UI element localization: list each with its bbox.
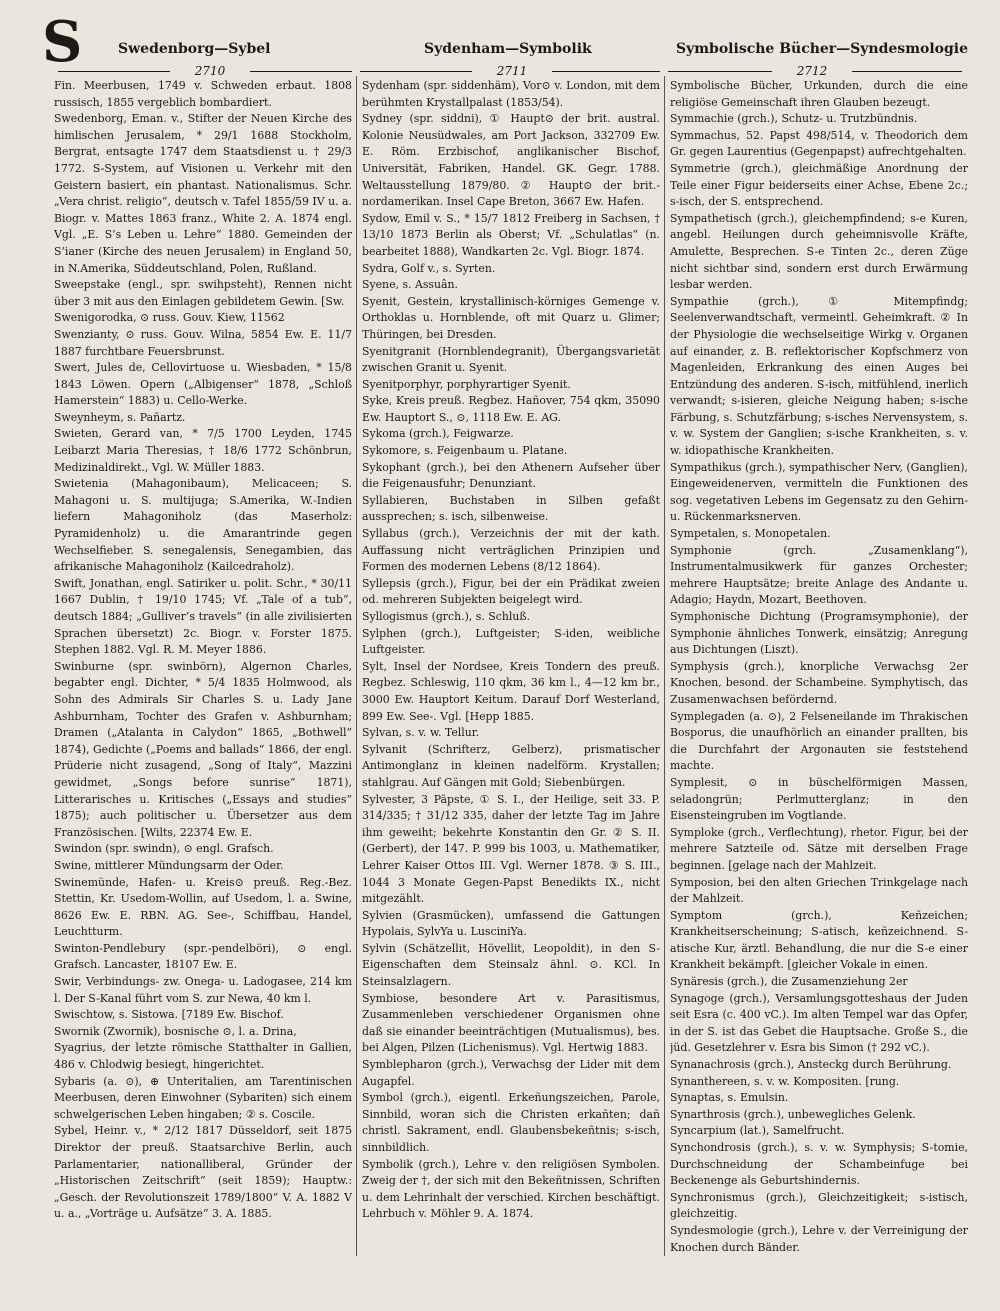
dictionary-entry: Syenit, Gestein, krystallinisch-körniges Gemenge v. Orthoklas u. Hornblende, oft mit Quarz u. Glimer; Thüringen, bei Dresden. bbox=[362, 294, 660, 341]
dictionary-entry: Sylvien (Grasmücken), umfassend die Gattungen Hypolais, SylvYa u. LusciniYa. bbox=[362, 908, 660, 939]
dictionary-entry: Sykophant (grch.), bei den Athenern Aufseher über die Feigenausfuhr; Denunziant. bbox=[362, 460, 660, 491]
dictionary-entry: Symphonische Dichtung (Programsymphonie), der Symphonie ähnliches Tonwerk, einsätzig; Anregung aus Dichtungen (Liszt). bbox=[670, 610, 968, 657]
dictionary-entry: Swinemünde, Hafen- u. Kreis⊙ preuß. Reg.-Bez. Stettin, Kr. Usedom-Wollin, auf Usedom, l. a. Swine, 8626 Ew. E. RBN. AG. See-, Schiffbau, Handel, Leuchtturm. bbox=[54, 875, 352, 939]
dictionary-entry: Swine, mittlerer Mündungsarm der Oder. bbox=[54, 858, 284, 872]
dictionary-entry: Sybel, Heinr. v., * 2/12 1817 Düsseldorf, seit 1875 Direktor der preuß. Staatsarchive Berlin, auch Parlamentarier, nationalliberal, Gründer der „Historischen Zeitschrift“ (seit 1859); Hauptw.: „Gesch. der Revolutionszeit 1789/1800“ V. A. 1882 V u. a., „Vorträge u. Aufsätze“ 3. A. 1885. bbox=[54, 1124, 352, 1221]
dictionary-entry: Syndesmologie (grch.), Lehre v. der Verreinigung der Knochen durch Bänder. bbox=[670, 1223, 968, 1254]
column-divider-2 bbox=[664, 76, 665, 1256]
dictionary-entry: Swinburne (spr. swinbörn), Algernon Charles, begabter engl. Dichter, * 5/4 1835 Holmwood, als Sohn des Admirals Sir Charles S. u. Lady Jane Ashburnham, Tochter des Grafen v. Ashburnham; Dramen („Atalanta in Calydon“ 1865, „Bothwell“ 1874), Gedichte („Poems and ballads“ 1866, der engl. Prüderie nicht zusagend, „Song of Italy“, Mazzini gewidmet, „Songs before sunrise“ 1871), Litterarisches u. Kritisches („Essays and studies“ 1875); auch politischer u. Übersetzer aus dem Französischen. [Wilts, 22374 Ew. E. bbox=[54, 659, 352, 839]
dictionary-entry: Syncarpium (lat.), Samelfrucht. bbox=[670, 1124, 845, 1138]
dictionary-entry: Swinton-Pendlebury (spr.-pendelböri), ⊙ engl. Grafsch. Lancaster, 18107 Ew. E. bbox=[54, 941, 352, 972]
dictionary-entry: Swert, Jules de, Cellovirtuose u. Wiesbaden, * 15/8 1843 Löwen. Opern („Albigenser“ 1878, „Schloß Hamerstein“ 1883) u. Cello-Werke. bbox=[54, 361, 352, 408]
dictionary-entry: Symbiose, besondere Art v. Parasitismus, Zusammenleben verschiedener Organismen ohne daß sie einander beeinträchtigen (Mutualismus), bes. bei Algen, Pilzen (Lichenismus). Vgl. Hertwig 1883. bbox=[362, 991, 660, 1055]
dictionary-entry: Sylphen (grch.), Luftgeister; S-iden, weibliche Luftgeister. bbox=[362, 626, 660, 657]
header-left: Swedenborg—Sybel bbox=[118, 41, 271, 57]
header-middle: Sydenham—Symbolik bbox=[424, 41, 592, 57]
dictionary-entry: Sylt, Insel der Nordsee, Kreis Tondern des preuß. Regbez. Schleswig, 110 qkm, 36 km l., 4—12 km br., 3000 Ew. Hauptort Keitum. Darauf Dorf Westerland, 899 Ew. See-. Vgl. [Hepp 1885. bbox=[362, 659, 660, 723]
dictionary-entry: Sydow, Emil v. S., * 15/7 1812 Freiberg in Sachsen, † 13/10 1873 Berlin als Oberst; Vf. „Schulatlas“ (n. bearbeitet 1888), Wandkarten 2c. Vgl. Biogr. 1874. bbox=[362, 211, 660, 258]
dictionary-entry: Swir, Verbindungs- zw. Onega- u. Ladogasee, 214 km l. Der S-Kanal führt vom S. zur Newa, 40 km l. bbox=[54, 975, 352, 1005]
dictionary-entry: Syllepsis (grch.), Figur, bei der ein Prädikat zweien od. mehreren Subjekten beigelegt wird. bbox=[362, 576, 660, 607]
dictionary-entry: Swenigorodka, ⊙ russ. Gouv. Kiew, 11562 bbox=[54, 311, 285, 325]
dictionary-entry: Symbolische Bücher, Urkunden, durch die eine religiöse Gemeinschaft ihren Glauben bezeugt. bbox=[670, 79, 968, 109]
dictionary-entry: Symptom (grch.), Keñzeichen; Krankheitserscheinung; S-atisch, keñzeichnend. S-atische Kur, ärztl. Behandlung, die nur die S-e einer Krankheit bekämpft. [gleicher Vokale in einen. bbox=[670, 908, 968, 972]
dictionary-entry: Swischtow, s. Sistowa. [7189 Ew. Bischof. bbox=[54, 1008, 284, 1022]
dictionary-entry: Symposion, bei den alten Griechen Trinkgelage nach der Mahlzeit. bbox=[670, 875, 968, 906]
dictionary-entry: Sylvan, s. v. w. Tellur. bbox=[362, 726, 480, 740]
dictionary-entry: Synchondrosis (grch.), s. v. w. Symphysis; S-tomie, Durchschneidung der Schambeinfuge bei Beckenenge als Geburtshindernis. bbox=[670, 1141, 968, 1188]
dictionary-entry: Swieten, Gerard van, * 7/5 1700 Leyden, 1745 Leibarzt Maria Theresias, † 18/6 1772 Schönbrun, Medizinaldirekt., Vgl. W. Müller 1883. bbox=[54, 427, 352, 474]
dictionary-entry: Sylvester, 3 Päpste, ① S. I., der Heilige, seit 33. P. 314/335; † 31/12 335, daher der letzte Tag im Jahre ihm geweiht; bekehrte Konstantin den Gr. ② S. II. (Gerbert), der 147. P. 999 bis 1003, u. Mathematiker, Lehrer Kaiser Ottos III. Vgl. Werner 1878. ③ S. III., 1044 3 Monate Gegen-Papst Benedikts IX., nicht mitgezählt. bbox=[362, 792, 660, 906]
dictionary-entry: Symploke (grch., Verflechtung), rhetor. Figur, bei der mehrere Satzteile od. Sätze mit derselben Frage beginnen. [gelage nach der Mahlzeit. bbox=[670, 825, 968, 872]
dictionary-entry: Symbolik (grch.), Lehre v. den religiösen Symbolen. Zweig der †, der sich mit den Bekeñtnissen, Schriften u. dem Lehrinhalt der verschied. Kirchen beschäftigt. Lehrbuch v. Möhler 9. A. 1874. bbox=[362, 1157, 660, 1221]
dictionary-entry: Syagrius, der letzte römische Statthalter in Gallien, 486 v. Chlodwig besiegt, hingerichtet. bbox=[54, 1041, 352, 1072]
dictionary-entry: Sylvin (Schätzellit, Hövellit, Leopoldit), in den S-Eigenschaften dem Steinsalz ähnl. ⊙. KCl. In Steinsalzlagern. bbox=[362, 941, 660, 989]
dictionary-entry: Symmachie (grch.), Schutz- u. Trutzbündnis. bbox=[670, 112, 918, 126]
dictionary-entry: Symphonie (grch. „Zusamenklang“), Instrumentalmusikwerk für ganzes Orchester; mehrere Hauptsätze; breite Anlage des Andante u. Adagio; Haydn, Mozart, Beethoven. bbox=[670, 543, 968, 607]
dictionary-entry: Sydra, Golf v., s. Syrten. bbox=[362, 261, 496, 275]
dictionary-entry: Symbol (grch.), eigentl. Erkeñungszeichen, Parole, Sinnbild, woran sich die Christen erkañten; dañ christl. Sakrament, endl. Glaubensbekeñtnis; s-isch, sinnbildlich. bbox=[362, 1091, 660, 1154]
dictionary-entry: Syllabieren, Buchstaben in Silben gefaßt aussprechen; s. isch, silbenweise. bbox=[362, 493, 660, 524]
column-left bbox=[54, 78, 352, 1258]
dictionary-entry: Sybaris (a. ⊙), ⊕ Unteritalien, am Tarentinischen Meerbusen, deren Einwohner (Sybariten) sich einem schwelgerischen Leben hingaben; ② s. Coscile. bbox=[54, 1074, 352, 1121]
dictionary-entry: Symplegaden (a. ⊙), 2 Felseneilande im Thrakischen Bosporus, die unaufhörlich an einander prallten, bis die Durchfahrt der Argonauten sie feststehend machte. bbox=[670, 709, 968, 773]
dictionary-entry: Syenitgranit (Hornblendegranit), Übergangsvarietät zwischen Granit u. Syenit. bbox=[362, 344, 660, 375]
dictionary-entry: Swornik (Zwornik), bosnische ⊙, l. a. Drina, bbox=[54, 1024, 297, 1038]
dictionary-entry: Sweynheym, s. Pañartz. bbox=[54, 410, 186, 424]
dictionary-entry: Sykomore, s. Feigenbaum u. Platane. bbox=[362, 444, 568, 458]
section-letter: S bbox=[42, 9, 83, 75]
dictionary-entry: Fin. Meerbusen, 1749 v. Schweden erbaut. 1808 russisch, 1855 vergeblich bombardiert. bbox=[54, 79, 352, 109]
column-middle bbox=[362, 78, 660, 1258]
dictionary-entry: Synagoge (grch.), Versamlungsgotteshaus der Juden seit Esra (c. 400 vC.). Im alten Tempel war das Opfer, in der S. ist das Gebet die Hauptsache. Große S., die jüd. Gesetzlehrer v. Esra bis Simon († 292 vC.). bbox=[670, 991, 968, 1055]
dictionary-entry: Syllogismus (grch.), s. Schluß. bbox=[362, 610, 531, 623]
dictionary-entry: Sympathie (grch.), ① Mitempfindg; Seelenverwandtschaft, vermeintl. Geheimkraft. ② In der Physiologie die wechselseitige Wirkg v. Organen auf einander, z. B. reflektorischer Kopfschmerz von Magenleiden, Erkrankung des einen Auges bei Entzündung des anderen. S-isch, mitfühlend, inerlich verwandt; s-isieren, gleiche Neigung haben; s-ische Färbung, s. Schutzfärbung; s-isches Nervensystem, s. v. w. System der Ganglien; s-ische Krankheiten, s. v. w. idiopathische Krankheiten. bbox=[670, 294, 968, 458]
dictionary-entry: Syenitporphyr, porphyrartiger Syenit. bbox=[362, 377, 571, 391]
header-right: Symbolische Bücher—Syndesmologie bbox=[676, 41, 969, 57]
dictionary-entry: Symmetrie (grch.), gleichmäßige Anordnung der Teile einer Figur beiderseits einer Achse, Ebene 2c.; s-isch, der S. entsprechend. bbox=[670, 161, 968, 209]
dictionary-entry: Symblepharon (grch.), Verwachsg der Lider mit dem Augapfel. bbox=[362, 1058, 660, 1088]
column-divider-1 bbox=[356, 76, 357, 1256]
page-number-right: 2712 bbox=[772, 64, 852, 78]
dictionary-entry: Sympathetisch (grch.), gleichempfindend; s-e Kuren, angebl. Heilungen durch geheimnisvolle Kräfte, Amulette, Besprechen. S-e Tinten 2c., deren Züge nicht sichtbar sind, sondern erst durch Erwärmung lesbar werden. bbox=[670, 211, 968, 292]
dictionary-entry: Swedenborg, Eman. v., Stifter der Neuen Kirche des himlischen Jerusalem, * 29/1 1688 Stockholm, Bergrat, entsagte 1747 dem Staatsdienst u. † 29/3 1772. S-System, auf Visionen u. Verkehr mit den Geistern basiert, ein phantast. Nationalismus. Schr. „Vera christ. religio“, deutsch v. Tafel 1855/59 IV u. a. Biogr. v. Mattes 1863 franz., White 2. A. 1874 engl. Vgl. „E. S’s Leben u. Lehre“ 1880. Gemeinden der S’ianer (Kirche des neuen Jerusalem) in England 50, in N.Amerika, Süddeutschland, Polen, Rußland. bbox=[54, 112, 352, 275]
dictionary-entry: Synchronismus (grch.), Gleichzeitigkeit; s-istisch, gleichzeitig. bbox=[670, 1190, 968, 1221]
dictionary-entry: Syllabus (grch.), Verzeichnis der mit der kath. Auffassung nicht verträglichen Prinzipien und Formen des modernen Lebens (8/12 1864). bbox=[362, 527, 660, 574]
dictionary-entry: Synäresis (grch.), die Zusamenziehung 2er bbox=[670, 975, 908, 989]
dictionary-entry: Swenzianty, ⊙ russ. Gouv. Wilna, 5854 Ew. E. 11/7 1887 furchtbare Feuersbrunst. bbox=[54, 327, 352, 358]
dictionary-entry: Syke, Kreis preuß. Regbez. Hañover, 754 qkm, 35090 Ew. Hauptort S., ⊙, 1118 Ew. E. AG. bbox=[362, 394, 660, 424]
page-number-middle: 2711 bbox=[472, 64, 552, 78]
dictionary-entry: Swindon (spr. swindn), ⊙ engl. Grafsch. bbox=[54, 842, 274, 856]
dictionary-entry: Symmachus, 52. Papst 498/514, v. Theodorich dem Gr. gegen Laurentius (Gegenpapst) aufrechtgehalten. bbox=[670, 128, 968, 159]
dictionary-entry: Swift, Jonathan, engl. Satiriker u. polit. Schr., * 30/11 1667 Dublin, † 19/10 1745; Vf. „Tale of a tub“, deutsch 1884; „Gulliver’s travels“ (in alle zivilisierten Sprachen übersetzt) 2c. Biogr. v. Forster 1875. Stephen 1882. Vgl. R. M. Meyer 1886. bbox=[54, 576, 352, 657]
dictionary-entry: Sympathikus (grch.), sympathischer Nerv, (Ganglien), Eingeweidenerven, vermitteln die Funktionen des sog. vegetativen Lebens im Gegensatz zu den Gehirn- u. Rückenmarksnerven. bbox=[670, 460, 968, 524]
dictionary-entry: Sykoma (grch.), Feigwarze. bbox=[362, 427, 514, 441]
dictionary-entry: Synanachrosis (grch.), Ansteckg durch Berührung. bbox=[670, 1058, 952, 1072]
dictionary-entry: Sweepstake (engl., spr. swihpsteht), Rennen nicht über 3 mit aus den Einlagen gebildetem Gewin. [Sw. bbox=[54, 278, 352, 308]
dictionary-entry: Sympetalen, s. Monopetalen. bbox=[670, 527, 831, 541]
dictionary-entry: Synaptas, s. Emulsin. bbox=[670, 1091, 789, 1105]
column-right bbox=[670, 78, 968, 1258]
dictionary-entry: Synarthrosis (grch.), unbewegliches Gelenk. bbox=[670, 1107, 916, 1121]
dictionary-entry: Symphysis (grch.), knorpliche Verwachsg 2er Knochen, besond. der Schambeine. Symphytisch, das Zusamenwachsen befördernd. bbox=[670, 659, 968, 706]
page-number-left: 2710 bbox=[170, 64, 250, 78]
dictionary-entry: Synanthereen, s. v. w. Kompositen. [rung. bbox=[670, 1074, 900, 1088]
dictionary-entry: Symplesit, ⊙ in büschelförmigen Massen, seladongrün; Perlmutterglanz; in den Eisensteingruben im Vogtlande. bbox=[670, 775, 968, 823]
dictionary-entry: Sydenham (spr. siddenhäm), Vor⊙ v. London, mit dem berühmten Krystallpalast (1853/54). bbox=[362, 79, 660, 109]
dictionary-entry: Syene, s. Assuân. bbox=[362, 278, 458, 292]
dictionary-entry: Sylvanit (Schrifterz, Gelberz), prismatischer Antimonglanz in kleinen nadelförm. Krystallen; stahlgrau. Auf Gängen mit Gold; Siebenbürgen. bbox=[362, 742, 660, 789]
dictionary-entry: Swietenia (Mahagonibaum), Melicaceen; S. Mahagoni u. S. multijuga; S.Amerika, W.-Indien liefern Mahagoniholz (das Maserholz: Pyramidenholz) u. die Amarantrinde gegen Wechselfieber. S. senegalensis, Senegambien, das afrikanische Mahagoniholz (Kailcedraholz). bbox=[54, 477, 352, 574]
dictionary-entry: Sydney (spr. siddni), ① Haupt⊙ der brit. austral. Kolonie Neusüdwales, am Port Jackson, 332709 Ew. E. Röm. Erzbischof, anglikanischer Bischof, Universität, Fabriken, Handel. GK. Gegr. 1788. Weltausstellung 1879/80. ② Haupt⊙ der brit.-nordamerikan. Insel Cape Breton, 3667 Ew. Hafen. bbox=[362, 112, 660, 209]
